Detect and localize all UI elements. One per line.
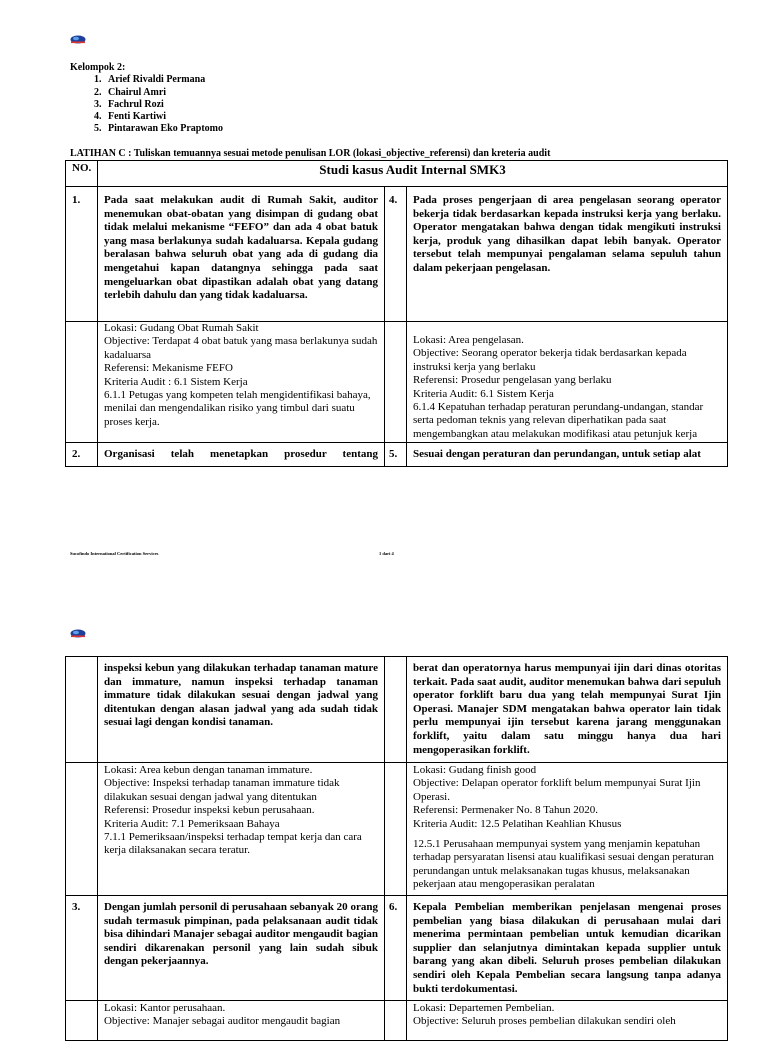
finding-kriteria: Kriteria Audit : 6.1 Sistem Kerja <box>104 375 248 388</box>
finding-objective: Objective: Manajer sebagai auditor mengaudit bagian <box>104 1015 341 1028</box>
empty-cell <box>66 322 98 443</box>
finding-referensi: Referensi: Prosedur pengelasan yang berlaku <box>413 374 612 387</box>
finding-objective: Objective: Terdapat 4 obat batuk yang masa berlakunya sudah kadaluarsa <box>104 335 378 361</box>
case-number: 5. <box>385 443 407 467</box>
group-members <box>70 62 223 136</box>
case-description: Organisasi telah menetapkan prosedur tentang <box>98 443 385 467</box>
finding-objective: Objective: Seluruh proses pembelian dilakukan sendiri oleh <box>413 1015 676 1028</box>
finding-detail: 6.1.1 Petugas yang kompeten telah mengidentifikasi bahaya, menilai dan mengendalikan risiko yang timbul dari suatu proses kerja. <box>104 389 371 428</box>
member-list <box>70 74 223 135</box>
finding-lokasi: Lokasi: Gudang Obat Rumah Sakit <box>104 322 259 334</box>
case-number: 3. <box>66 896 98 1001</box>
finding-lokasi: Lokasi: Kantor perusahaan. <box>104 1002 226 1014</box>
finding-cell <box>98 322 385 443</box>
company-logo <box>70 35 86 44</box>
case-description: inspeksi kebun yang dilakukan terhadap tanaman mature dan immature, namun inspeksi terhadap tanaman immature tidak dilakukan sesuai dengan jadwal yang ditentukan dengan alasan jadwal yang ada sudah tidak sesuai lagi dengan kondisi tanaman. <box>98 657 385 763</box>
empty-cell <box>385 657 407 763</box>
finding-referensi: Referensi: Prosedur inspeksi kebun perusahaan. <box>104 804 315 817</box>
empty-cell <box>66 1001 98 1041</box>
empty-cell <box>385 1001 407 1041</box>
finding-cell <box>407 1001 728 1041</box>
case-number: 2. <box>66 443 98 467</box>
case-description: Kepala Pembelian memberikan penjelasan mengenai proses pembelian yang biasa dilakukan di perusahaan mulai dari menerima permintaan pembelian untuk kemudian dicarikan supplier dan selanjutnya dimintakan kepada supplier untuk barang yang akan dibeli. Seluruh proses pembelian dilakukan sendiri oleh Kepala Pembelian secara langsung tanpa adanya bukti terdokumentasi. <box>407 896 728 1001</box>
case-number: 4. <box>385 187 407 322</box>
exercise-instruction: LATIHAN C : Tuliskan temuannya sesuai metode penulisan LOR (lokasi_objective_referensi) dan kreteria audit <box>70 148 551 159</box>
case-description: berat dan operatornya harus mempunyai ijin dari dinas otoritas terkait. Pada saat audit, auditor menemukan bahwa dari sepuluh operator forklift baru dua yang telah mempunyai Surat Ijin Operasi. Manajer SDM mengatakan bahwa operator lain tidak perlu mempunyai ijin tersebut karena jarang menggunakan forklift, yaitu dalam satu minggu hanya dua hari mengoperasikan forklift. <box>407 657 728 763</box>
finding-referensi: Referensi: Permenaker No. 8 Tahun 2020. <box>413 804 599 817</box>
audit-case-table <box>65 160 728 467</box>
empty-cell <box>66 763 98 896</box>
case-description: Pada saat melakukan audit di Rumah Sakit, auditor menemukan obat-obatan yang disimpan di gudang obat tidak melalui mekanisme “FEFO” dan ada 4 obat batuk yang masa berlakunya sudah kadaluarsa. Kepala gudang beralasan bahwa seluruh obat yang ada di gudang dia mengetahui kapan datangnya sehingga pada saat mengeluarkan obat dipastikan adalah obat yang datang terlebih dahulu dan yang tidak kadaluarsa. <box>98 187 385 322</box>
finding-lokasi: Lokasi: Area pengelasan. <box>413 334 524 346</box>
case-description: Dengan jumlah personil di perusahaan sebanyak 20 orang sudah termasuk pimpinan, pada pelaksanaan audit tidak bisa dihindari Manajer sebagai auditor mengaudit bagian sendiri dikarenakan personil yang lain sudah sibuk dengan pekerjaannya. <box>98 896 385 1001</box>
table-title: Studi kasus Audit Internal SMK3 <box>98 161 728 187</box>
group-label: Kelompok 2: <box>70 62 126 73</box>
case-number: 1. <box>66 187 98 322</box>
finding-kriteria: Kriteria Audit: 12.5 Pelatihan Keahlian Khusus <box>413 817 622 830</box>
finding-cell <box>407 763 728 896</box>
finding-objective: Objective: Delapan operator forklift belum mempunyai Surat Ijin Operasi. <box>413 777 701 803</box>
footer-page-number: 1 dari 4 <box>379 551 394 556</box>
finding-cell <box>407 322 728 443</box>
finding-cell <box>98 1001 385 1041</box>
finding-lokasi: Lokasi: Departemen Pembelian. <box>413 1002 555 1014</box>
finding-detail: 12.5.1 Perusahaan mempunyai system yang menjamin kepatuhan terhadap persyaratan lisensi atau kualifikasi sesuai dengan peraturan perundangan untuk melaksanakan tugas khusus, melaksanakan pekerjaan atau mengoperasikan peralatan <box>413 838 714 891</box>
finding-detail: 6.1.4 Kepatuhan terhadap peraturan perundang-undangan, standar serta pedoman teknis yang relevan diperhatikan pada saat mengembangkan atau melakukan modifikasi atau petunjuk kerja <box>413 401 704 440</box>
finding-kriteria: Kriteria Audit: 7.1 Pemeriksaan Bahaya <box>104 817 280 830</box>
finding-lokasi: Lokasi: Area kebun dengan tanaman immature. <box>104 764 313 776</box>
member-item: 5. Pintarawan Eko Praptomo <box>104 123 223 135</box>
finding-cell <box>98 763 385 896</box>
finding-kriteria: Kriteria Audit: 6.1 Sistem Kerja <box>413 387 554 400</box>
member-item: 4. Fenti Kartiwi <box>104 111 223 123</box>
finding-objective: Objective: Seorang operator bekerja tidak berdasarkan kepada instruksi kerja yang berlaku <box>413 347 687 373</box>
empty-cell <box>385 322 407 443</box>
finding-detail: 7.1.1 Pemeriksaan/inspeksi terhadap tempat kerja dan cara kerja dilaksanakan secara teratur. <box>104 831 362 857</box>
case-description: Pada proses pengerjaan di area pengelasan seorang operator bekerja tidak berdasarkan kepada instruksi kerja yang berlaku. Operator mengatakan bahwa dengan tidak mengikuti instruksi kerja, produk yang dihasilkan dapat lebih banyak. Operator tersebut telah mempunyai pengalaman selama sepuluh tahun dalam pekerjaan pengelasan. <box>407 187 728 322</box>
case-number: 6. <box>385 896 407 1001</box>
empty-cell <box>385 763 407 896</box>
finding-objective: Objective: Inspeksi terhadap tanaman immature tidak dilakukan sesuai dengan jadwal yang ditentukan <box>104 777 340 803</box>
member-item: 2. Chairul Amri <box>104 87 223 99</box>
finding-lokasi: Lokasi: Gudang finish good <box>413 764 537 776</box>
finding-referensi: Referensi: Mekanisme FEFO <box>104 362 233 375</box>
case-description: Sesuai dengan peraturan dan perundangan, untuk setiap alat <box>407 443 728 467</box>
member-item: 3. Fachrul Rozi <box>104 99 223 111</box>
header-no: NO. <box>66 161 98 187</box>
member-item: 1. Arief Rivaldi Permana <box>104 74 223 86</box>
audit-case-table-continued <box>65 656 728 1041</box>
empty-cell <box>66 657 98 763</box>
footer-company: Sucofindo International Certification Services <box>70 551 159 556</box>
company-logo <box>70 629 86 638</box>
